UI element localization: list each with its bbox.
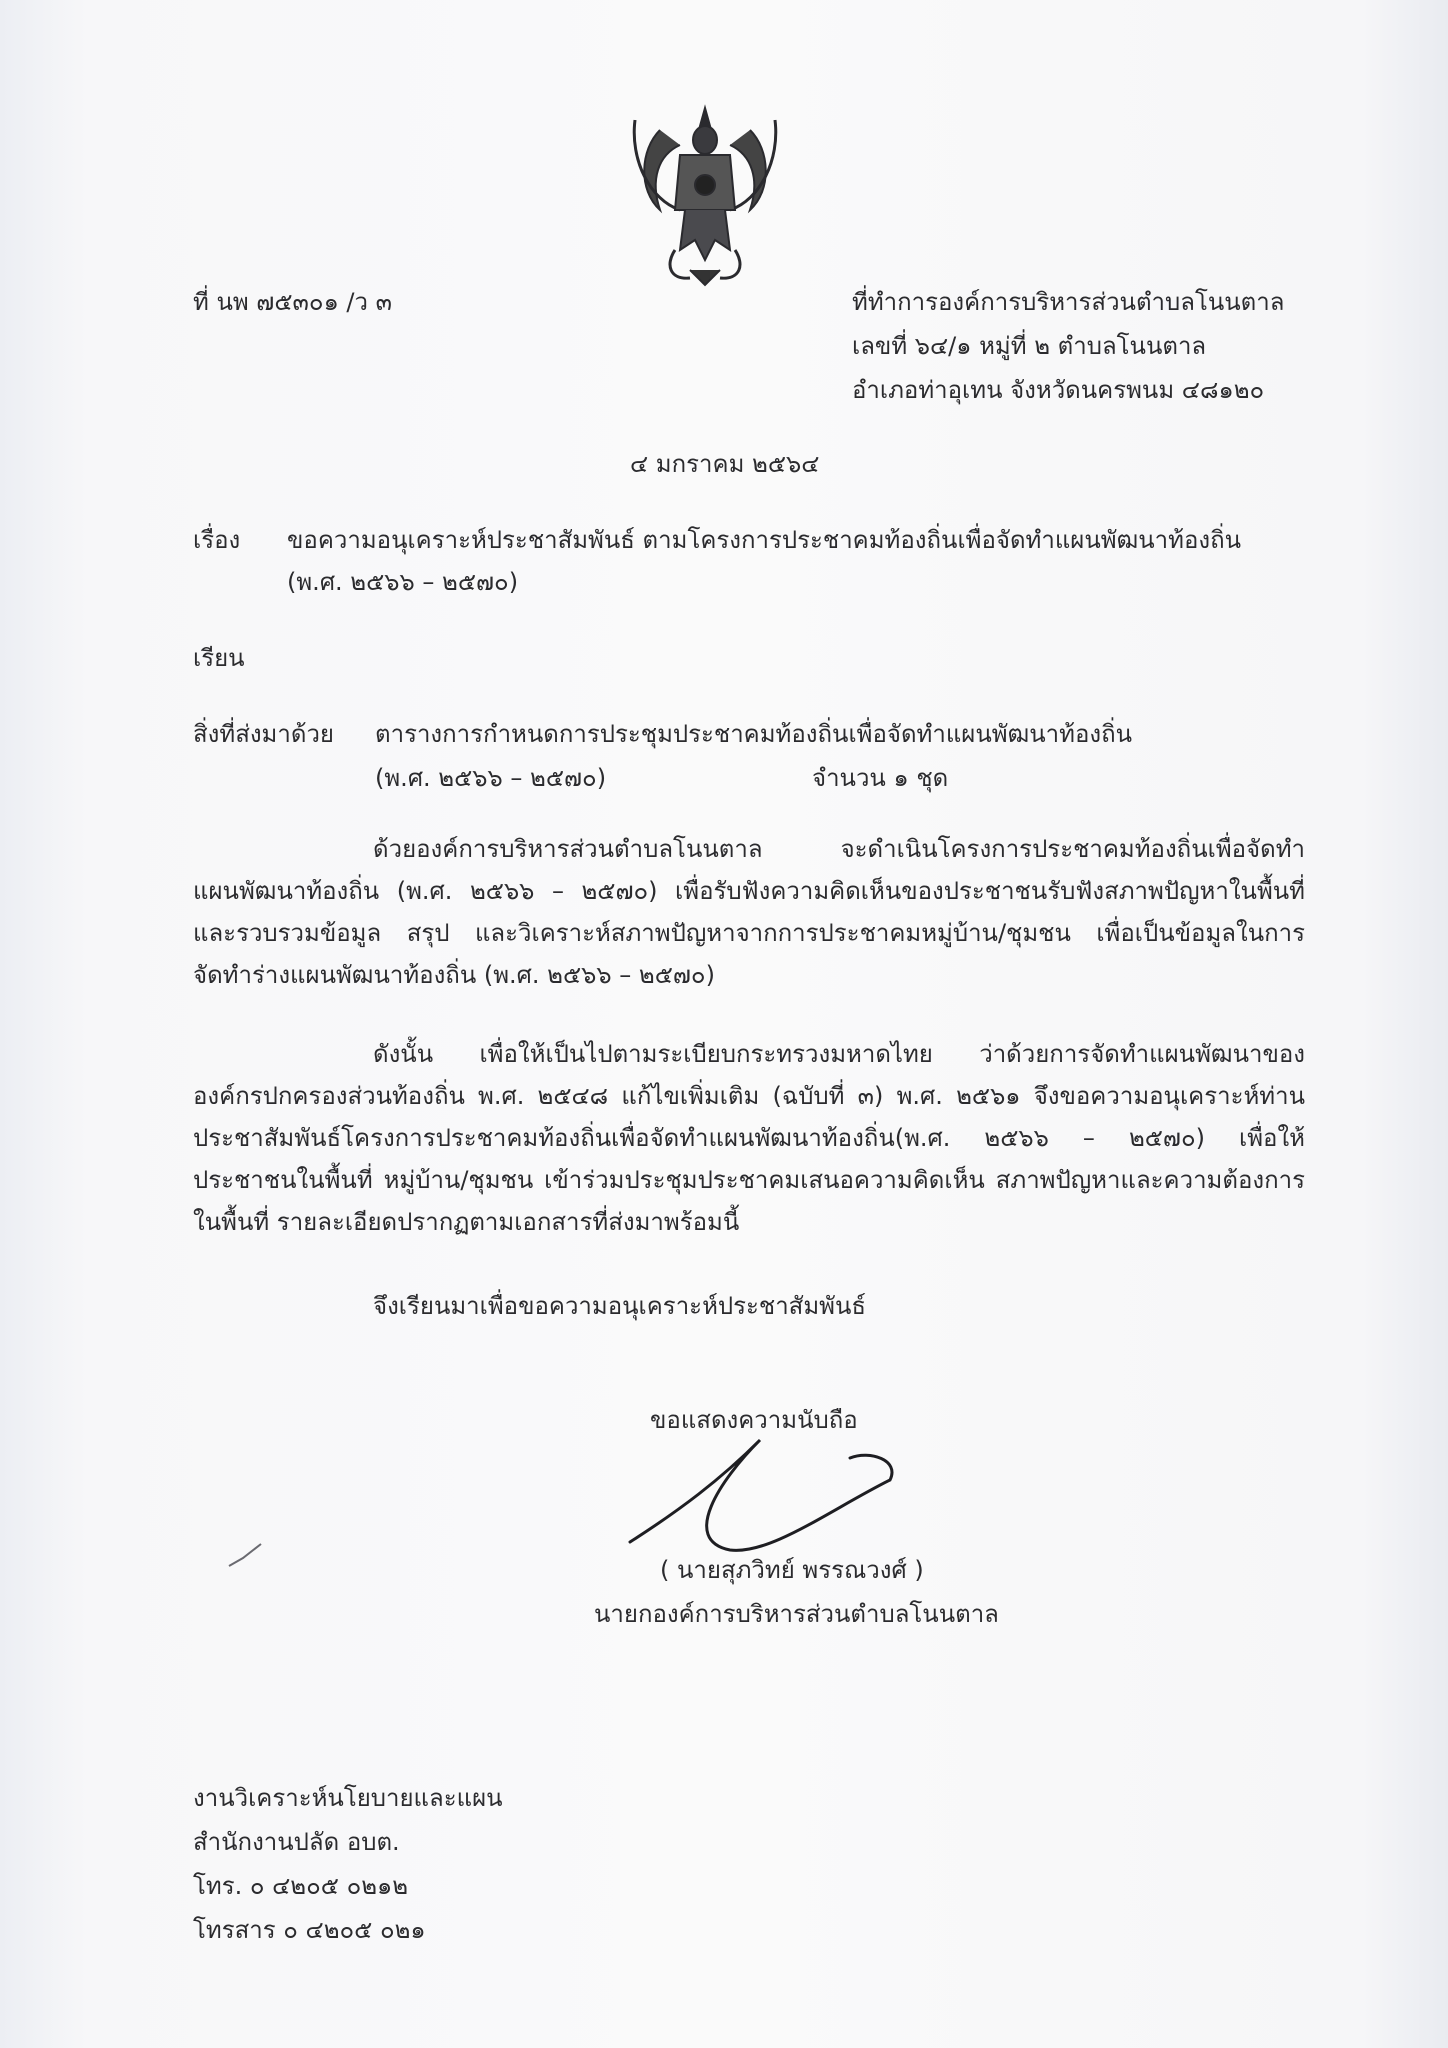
body-paragraph-2-line: องค์กรปกครองส่วนท้องถิ่น พ.ศ. ๒๕๔๘ แก้ไขเพิ่มเติม (ฉบับที่ ๓) พ.ศ. ๒๕๖๑ จึงขอความอนุเคราะห์ท่าน [193, 1082, 1305, 1110]
footer-fax: โทรสาร ๐ ๔๒๐๕ ๐๒๑ [193, 1916, 426, 1944]
body-paragraph-2-line: ประชาสัมพันธ์โครงการประชาคมท้องถิ่นเพื่อจัดทำแผนพัฒนาท้องถิ่น(พ.ศ. ๒๕๖๖ – ๒๕๗๐) เพื่อให้ [193, 1124, 1305, 1152]
body-paragraph-2-line: ดังนั้น เพื่อให้เป็นไปตามระเบียบกระทรวงมหาดไทย ว่าด้วยการจัดทำแผนพัฒนาของ [373, 1040, 1305, 1068]
subject-line2: (พ.ศ. ๒๕๖๖ – ๒๕๗๐) [287, 568, 519, 596]
body-paragraph-2-line: ในพื้นที่ รายละเอียดปรากฏตามเอกสารที่ส่งมาพร้อมนี้ [193, 1208, 740, 1236]
body-paragraph-1-line: และรวบรวมข้อมูล สรุป และวิเคราะห์สภาพปัญหาจากการประชาคมหมู่บ้าน/ชุมชน เพื่อเป็นข้อมูลในการ [193, 919, 1305, 947]
sender-address-line1: ที่ทำการองค์การบริหารส่วนตำบลโนนตาล [852, 288, 1285, 316]
enclosure-label: สิ่งที่ส่งมาด้วย [193, 720, 334, 748]
sender-address-line3: อำเภอท่าอุเทน จังหวัดนครพนม ๔๘๑๒๐ [852, 376, 1265, 404]
pen-tick-mark [225, 1540, 265, 1570]
body-paragraph-1 [193, 828, 1305, 996]
signatory-position: นายกองค์การบริหารส่วนตำบลโนนตาล [594, 1600, 999, 1628]
sender-address-line2: เลขที่ ๖๔/๑ หมู่ที่ ๒ ตำบลโนนตาล [852, 332, 1207, 360]
reference-number: ที่ นพ ๗๕๓๐๑ /ว ๓ [193, 288, 393, 316]
complimentary-close: ขอแสดงความนับถือ [650, 1406, 858, 1434]
subject-label: เรื่อง [193, 526, 241, 554]
body-paragraph-2 [193, 1033, 1305, 1243]
enclosure-line1: ตารางการกำหนดการประชุมประชาคมท้องถิ่นเพื่อจัดทำแผนพัฒนาท้องถิ่น [375, 720, 1133, 748]
body-paragraph-1-line: ด้วยองค์การบริหารส่วนตำบลโนนตาล จะดำเนินโครงการประชาคมท้องถิ่นเพื่อจัดทำ [373, 835, 1305, 863]
body-paragraph-2-line: ประชาชนในพื้นที่ หมู่บ้าน/ชุมชน เข้าร่วมประชุมประชาคมเสนอความคิดเห็น สภาพปัญหาและความต้องการ [193, 1166, 1305, 1194]
letter-date: ๔ มกราคม ๒๕๖๔ [630, 450, 820, 478]
salutation: เรียน [193, 644, 245, 672]
signatory-name: ( นายสุภวิทย์ พรรณวงศ์ ) [660, 1556, 924, 1584]
body-paragraph-1-line: จัดทำร่างแผนพัฒนาท้องถิ่น (พ.ศ. ๒๕๖๖ – ๒๕๗๐) [193, 961, 715, 989]
closing-request: จึงเรียนมาเพื่อขอความอนุเคราะห์ประชาสัมพันธ์ [373, 1292, 867, 1320]
body-paragraph-1-line: แผนพัฒนาท้องถิ่น (พ.ศ. ๒๕๖๖ – ๒๕๗๐) เพื่อรับฟังความคิดเห็นของประชาชนรับฟังสภาพปัญหาในพื้นที่ [193, 877, 1305, 905]
footer-office: สำนักงานปลัด อบต. [193, 1828, 400, 1856]
garuda-emblem [620, 100, 790, 290]
enclosure-quantity: จำนวน ๑ ชุด [812, 764, 949, 792]
subject-line1: ขอความอนุเคราะห์ประชาสัมพันธ์ ตามโครงการประชาคมท้องถิ่นเพื่อจัดทำแผนพัฒนาท้องถิ่น [287, 526, 1242, 554]
footer-unit: งานวิเคราะห์นโยบายและแผน [193, 1784, 503, 1812]
footer-phone: โทร. ๐ ๔๒๐๕ ๐๒๑๒ [193, 1872, 409, 1900]
enclosure-line2: (พ.ศ. ๒๕๖๖ – ๒๕๗๐) [375, 764, 607, 792]
